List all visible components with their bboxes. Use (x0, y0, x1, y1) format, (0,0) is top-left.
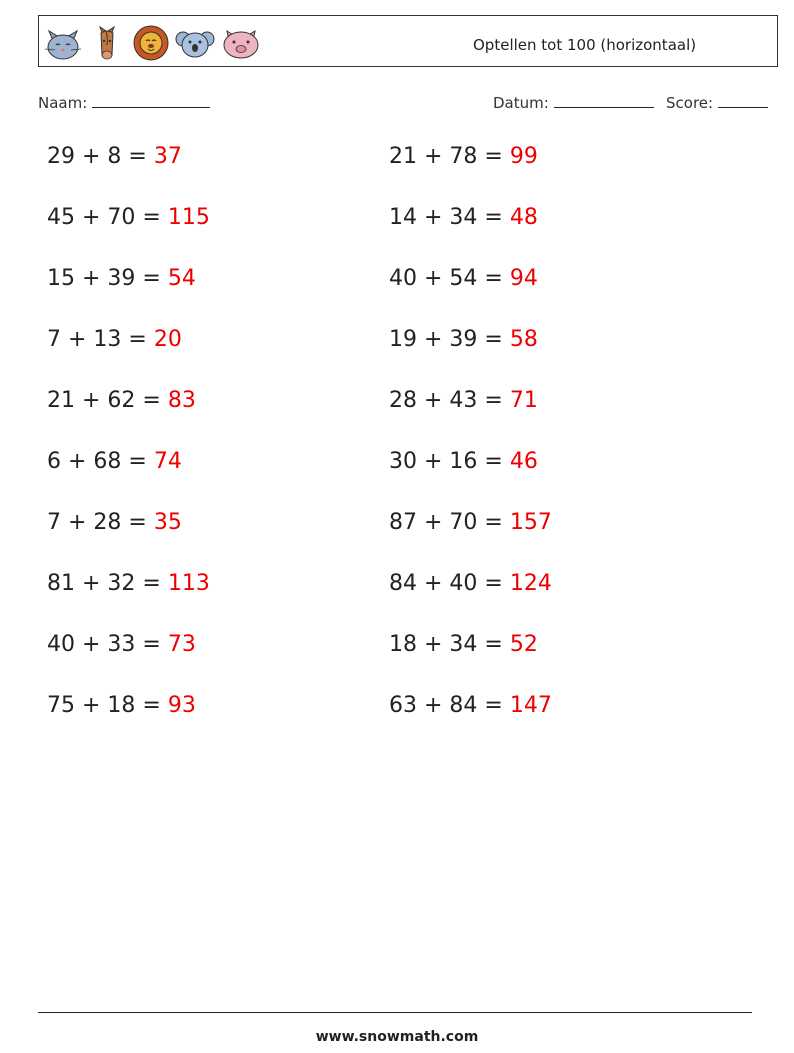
cat-icon (43, 21, 83, 63)
answer: 157 (509, 510, 552, 535)
answer: 54 (167, 266, 196, 291)
problem-item: 7 + 28 = 35 (47, 510, 182, 535)
answer: 124 (509, 571, 552, 596)
answer: 58 (509, 327, 538, 352)
problem-item: 14 + 34 = 48 (389, 205, 538, 230)
footer-divider (38, 1012, 752, 1013)
pig-icon (219, 21, 263, 63)
problem-item: 40 + 33 = 73 (47, 632, 196, 657)
problem-item: 75 + 18 = 93 (47, 693, 196, 718)
name-line (92, 93, 210, 108)
score-label: Score: (666, 94, 714, 112)
answer: 147 (509, 693, 552, 718)
problem-item: 19 + 39 = 58 (389, 327, 538, 352)
problem-item: 21 + 78 = 99 (389, 144, 538, 169)
answer: 73 (167, 632, 196, 657)
answer: 83 (167, 388, 196, 413)
score-field (666, 93, 768, 112)
answer: 20 (153, 327, 182, 352)
problem-item: 45 + 70 = 115 (47, 205, 210, 230)
problem-item: 28 + 43 = 71 (389, 388, 538, 413)
answer: 37 (153, 144, 182, 169)
date-line (554, 93, 654, 108)
problem-item: 87 + 70 = 157 (389, 510, 552, 535)
score-line (718, 93, 768, 108)
answer: 99 (509, 144, 538, 169)
footer-url: www.snowmath.com (315, 1029, 479, 1045)
problem-item: 30 + 16 = 46 (389, 449, 538, 474)
problem-item: 84 + 40 = 124 (389, 571, 552, 596)
answer: 94 (509, 266, 538, 291)
problem-item: 81 + 32 = 113 (47, 571, 210, 596)
answer: 113 (167, 571, 210, 596)
name-field (38, 93, 210, 112)
problem-item: 29 + 8 = 37 (47, 144, 182, 169)
worksheet-title: Optellen tot 100 (horizontaal) (473, 36, 697, 54)
answer: 93 (167, 693, 196, 718)
answer: 48 (509, 205, 538, 230)
answer: 35 (153, 510, 182, 535)
answer: 52 (509, 632, 538, 657)
date-field (493, 93, 654, 112)
problem-item: 7 + 13 = 20 (47, 327, 182, 352)
problem-item: 15 + 39 = 54 (47, 266, 196, 291)
horse-icon (87, 21, 127, 63)
answer: 74 (153, 449, 182, 474)
problem-item: 40 + 54 = 94 (389, 266, 538, 291)
animal-icons (43, 21, 263, 63)
koala-icon (175, 21, 215, 63)
problem-item: 63 + 84 = 147 (389, 693, 552, 718)
answer: 46 (509, 449, 538, 474)
problem-item: 21 + 62 = 83 (47, 388, 196, 413)
answer: 115 (167, 205, 210, 230)
problem-item: 18 + 34 = 52 (389, 632, 538, 657)
answer: 71 (509, 388, 538, 413)
name-label: Naam: (38, 94, 88, 112)
problem-item: 6 + 68 = 74 (47, 449, 182, 474)
date-label: Datum: (493, 94, 549, 112)
worksheet-header (38, 15, 778, 67)
lion-icon (131, 21, 171, 63)
